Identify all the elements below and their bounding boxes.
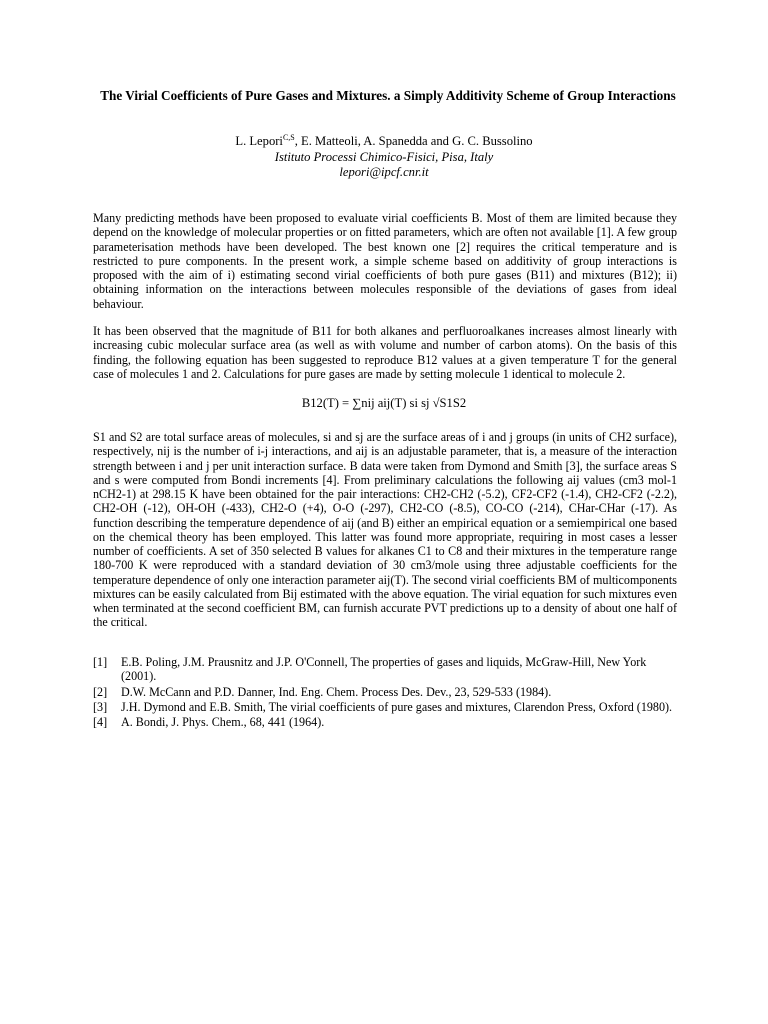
reference-number: [1] — [93, 655, 108, 669]
reference-item — [93, 655, 677, 684]
reference-number: [3] — [93, 699, 108, 714]
author-superscript: C,S — [282, 132, 295, 142]
reference-item — [93, 700, 677, 714]
reference-text: E.B. Poling, J.M. Prausnitz and J.P. O'Connell, The properties of gases and liquids, McGraw-Hill, New York (2001). — [121, 655, 647, 684]
reference-number: [4] — [93, 715, 108, 729]
author-line — [0, 134, 768, 149]
paragraph-method: It has been observed that the magnitude of B11 for both alkanes and perfluoroalkanes increases almost linearly with increasing cubic molecular surface area (as well as with volume and number of carbon atoms). On the basis of this finding, the following equation has been suggested to reproduce B12 values at a given temperature T for the general case of molecules 1 and 2. Calculations for pure gases are made by setting molecule 1 identical to molecule 2. — [93, 324, 677, 381]
reference-list — [93, 655, 677, 730]
paragraph-intro: Many predicting methods have been proposed to evaluate virial coefficients B. Most of them are limited because they depend on the knowledge of molecular properties or on fitted parameters, which are often not available [1]. A few group parameterisation methods have been developed. The best known one [2] requires the critical temperature and is restricted to pure components. In the present work, a simple scheme based on additivity of group interactions is proposed with the aim of i) estimating second virial coefficients of both pure gases (B11) and mixtures (B12); ii) obtaining information on the interactions between molecules responsible of the deviations of gases from ideal behaviour. — [93, 211, 677, 311]
paragraph-results: S1 and S2 are total surface areas of molecules, si and sj are the surface areas of i and j groups (in units of CH2 surface), respectively, nij is the number of i-j interactions, and aij is an adjustable parameter, that is, a measure of the interaction strength between i and j per unit interaction surface. B data were taken from Dymond and Smith [3], the surface areas S and s were computed from Bondi increments [4]. From preliminary calculations the following aij values (cm3 mol-1 nCH2-1) at 298.15 K have been obtained for the pair interactions: CH2-CH2 (-5.2), CF2-CF2 (-1.4), CH2-CF2 (-2.2), CH2-OH (-12), OH-OH (-433), CH2-O (+4), O-O (-297), CH2-CO (-8.5), CO-CO (-214), CHar-CHar (-17). As function describing the temperature dependence of aij (and B) either an empirical equation or a semiempirical one based on the chemical theory has been employed. This latter was found more appropriate, requiring in most cases a lesser number of coefficients. A set of 350 selected B values for alkanes C1 to C8 and their mixtures in the temperature range 180-700 K were reproduced with a standard deviation of 30 cm3/mole using three adjustable coefficients for the temperature dependence of only one interaction parameter aij(T). The second virial coefficients BM of multicomponents mixtures can be easily calculated from Bij estimated with the above equation. The virial equation for such mixtures even when terminated at the second coefficient BM, can furnish accurate PVT predictions up to a density of about one half of the critical. — [93, 430, 677, 630]
equation: B12(T) = ∑nij aij(T) si sj √S1S2 — [301, 396, 467, 410]
author-email: lepori@ipcf.cnr.it — [339, 165, 429, 179]
other-authors: , E. Matteoli, A. Spanedda and G. C. Bussolino — [294, 134, 533, 148]
reference-text: A. Bondi, J. Phys. Chem., 68, 441 (1964). — [121, 715, 325, 729]
reference-number: [2] — [93, 684, 108, 699]
reference-text: J.H. Dymond and E.B. Smith, The virial coefficients of pure gases and mixtures, Clarendon Press, Oxford (1980). — [121, 699, 673, 714]
first-author: L. Lepori — [235, 134, 283, 148]
paper-title: The Virial Coefficients of Pure Gases and Mixtures. a Simply Additivity Scheme of Group Interactions — [100, 88, 676, 103]
reference-item — [93, 715, 677, 729]
reference-text: D.W. McCann and P.D. Danner, Ind. Eng. Chem. Process Des. Dev., 23, 529-533 (1984). — [121, 684, 552, 699]
reference-item — [93, 685, 677, 699]
affiliation: Istituto Processi Chimico-Fisici, Pisa, Italy — [274, 150, 494, 164]
